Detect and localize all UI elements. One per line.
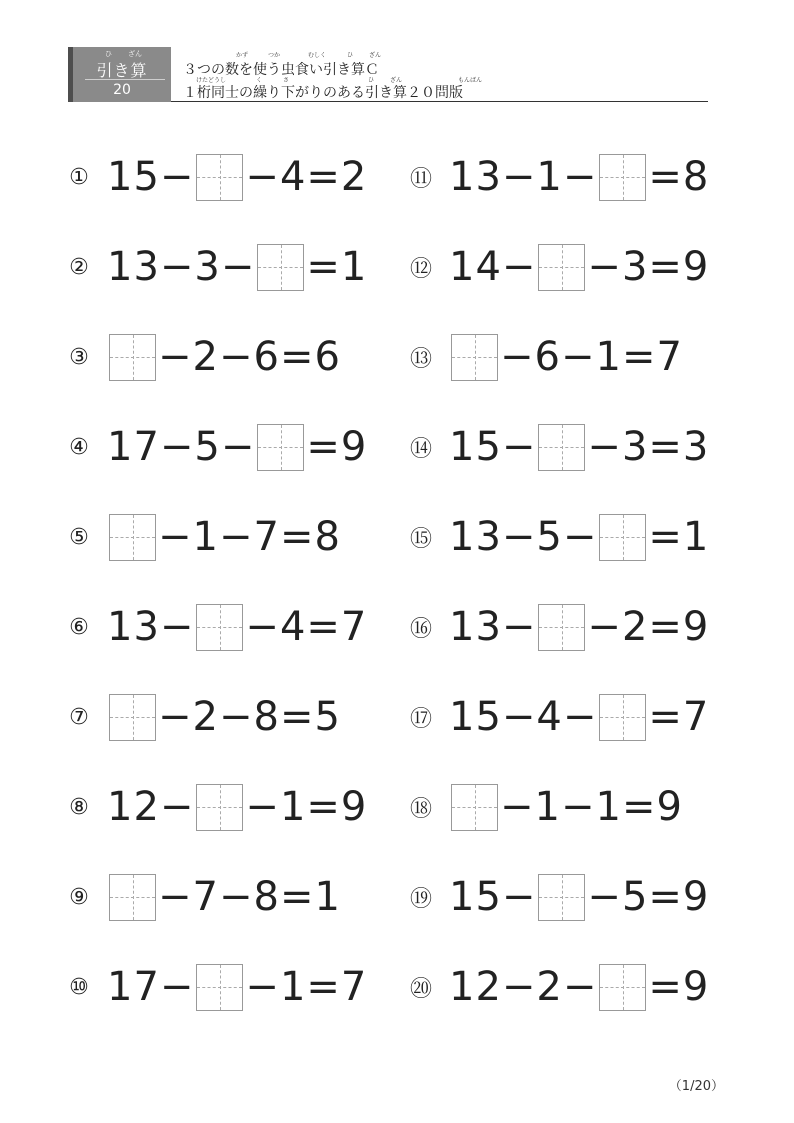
answer-box[interactable]: [257, 244, 304, 291]
equation-operator: −: [158, 694, 193, 740]
problem-number: ⑳: [409, 976, 432, 1002]
equation-number: 8: [253, 694, 280, 740]
problem-15: [407, 512, 709, 562]
ruby-monban: もんばん: [458, 77, 483, 84]
equation-number: 17: [107, 964, 160, 1010]
problem-number: ⑭: [409, 436, 432, 462]
problem-number: ①: [69, 164, 89, 190]
equation-operator: −: [158, 874, 193, 920]
equation-operator: −: [159, 964, 195, 1010]
problem-number: ⑩: [69, 974, 89, 1000]
equation: [107, 514, 341, 561]
equation-number: 7: [192, 874, 219, 920]
equation-number: 9: [682, 244, 710, 290]
equation-operator: −: [159, 784, 195, 830]
equation: [107, 424, 367, 471]
equation-operator: −: [158, 334, 193, 380]
equation-number: 7: [253, 514, 280, 560]
equation-operator: =: [648, 514, 683, 560]
problem-19: [407, 872, 709, 922]
equation-number: 8: [314, 514, 341, 560]
answer-box[interactable]: [196, 784, 243, 831]
answer-box[interactable]: [196, 604, 243, 651]
equation: [449, 784, 683, 831]
problem-14: [407, 422, 709, 472]
equation-operator: =: [279, 334, 315, 380]
equation: [449, 694, 709, 741]
answer-box[interactable]: [257, 424, 304, 471]
equation-operator: −: [587, 604, 622, 650]
equation: [107, 244, 367, 291]
equation-number: 5: [194, 424, 221, 470]
equation-operator: −: [245, 784, 280, 830]
equation-number: 3: [194, 244, 221, 290]
problem-number: ⑰: [409, 706, 432, 732]
equation-number: 2: [536, 964, 563, 1010]
equation-operator: −: [220, 424, 256, 470]
worksheet-title: ３つの数を使う虫食い引き算Ｃ: [183, 62, 379, 78]
equation-number: 1: [279, 784, 307, 830]
equation-operator: −: [220, 244, 256, 290]
equation-number: 4: [279, 154, 307, 200]
equation-number: 4: [279, 604, 307, 650]
equation-operator: =: [306, 604, 341, 650]
equation: [107, 604, 367, 651]
worksheet-header: [68, 47, 708, 102]
problem-number: ⑪: [409, 166, 432, 192]
equation-operator: −: [562, 964, 598, 1010]
equation-operator: =: [279, 694, 315, 740]
equation-operator: −: [587, 874, 622, 920]
equation: [449, 964, 709, 1011]
equation-operator: −: [159, 604, 195, 650]
equation-number: 1: [595, 784, 622, 830]
problem-number: ⑬: [409, 346, 432, 372]
equation-operator: −: [159, 244, 195, 290]
problem-number: ⑫: [409, 256, 432, 282]
answer-box[interactable]: [451, 784, 498, 831]
answer-box[interactable]: [538, 604, 585, 651]
equation-operator: −: [587, 424, 622, 470]
equation-number: 6: [253, 334, 280, 380]
section-tag: [68, 47, 171, 102]
answer-box[interactable]: [538, 424, 585, 471]
equation-operator: −: [245, 604, 280, 650]
equation-number: 2: [621, 604, 649, 650]
problem-13: [407, 332, 683, 382]
tag-title: 引き算: [96, 61, 148, 80]
equation-operator: =: [648, 964, 683, 1010]
equation-number: 9: [682, 604, 710, 650]
problem-number: ②: [69, 254, 89, 280]
equation-number: 2: [192, 334, 219, 380]
equation-number: 7: [340, 964, 368, 1010]
problem-3: [65, 332, 341, 382]
equation-number: 9: [340, 424, 368, 470]
tag-ruby-2: ざん: [128, 50, 142, 58]
equation-operator: −: [501, 604, 537, 650]
equation-operator: =: [306, 964, 341, 1010]
equation-number: 3: [682, 424, 710, 470]
problem-2: [65, 242, 367, 292]
answer-box[interactable]: [451, 334, 498, 381]
ruby-kazu: かず: [236, 52, 249, 59]
answer-box[interactable]: [599, 154, 646, 201]
worksheet-subtitle: １桁同士の繰り下がりのある引き算２０問版: [183, 85, 463, 101]
equation-operator: =: [621, 784, 657, 830]
equation-operator: =: [279, 874, 315, 920]
problem-number: ⑲: [409, 886, 432, 912]
equation-operator: −: [501, 964, 537, 1010]
problem-number: ⑮: [409, 526, 432, 552]
problem-7: [65, 692, 341, 742]
equation-number: 13: [449, 154, 502, 200]
equation-number: 14: [449, 244, 502, 290]
equation: [107, 964, 367, 1011]
problem-17: [407, 692, 709, 742]
equation: [107, 154, 367, 201]
equation-number: 9: [682, 874, 710, 920]
answer-box[interactable]: [109, 694, 156, 741]
equation-number: 9: [656, 784, 683, 830]
problem-number: ⑥: [69, 614, 89, 640]
equation-number: 7: [656, 334, 683, 380]
answer-box[interactable]: [196, 964, 243, 1011]
equation-number: 7: [340, 604, 368, 650]
equation-number: 5: [536, 514, 563, 560]
equation-number: 6: [314, 334, 341, 380]
tag-ruby-1: ひ: [105, 50, 112, 58]
problem-11: [407, 152, 709, 202]
equation: [107, 334, 341, 381]
problem-6: [65, 602, 367, 652]
equation-operator: −: [158, 514, 193, 560]
equation-operator: −: [501, 874, 537, 920]
equation-number: 1: [536, 154, 563, 200]
equation-operator: −: [218, 514, 254, 560]
equation-operator: −: [218, 334, 254, 380]
equation-number: 1: [534, 784, 561, 830]
equation-number: 6: [534, 334, 561, 380]
page-indicator: （1/20）: [668, 1079, 724, 1094]
problem-12: [407, 242, 709, 292]
ruby-ketadoushi: けたどうし: [196, 77, 227, 84]
equation-operator: −: [501, 244, 537, 290]
equation-number: 8: [253, 874, 280, 920]
problem-18: [407, 782, 683, 832]
equation-operator: =: [621, 334, 657, 380]
problem-number: ④: [69, 434, 89, 460]
answer-box[interactable]: [538, 874, 585, 921]
equation-number: 1: [314, 874, 341, 920]
equation-number: 5: [621, 874, 649, 920]
equation-operator: −: [560, 784, 596, 830]
equation-operator: =: [648, 694, 683, 740]
equation: [449, 334, 683, 381]
problem-number: ⑱: [409, 796, 432, 822]
problem-10: [65, 962, 367, 1012]
equation-operator: −: [245, 964, 280, 1010]
equation-number: 13: [449, 604, 502, 650]
equation-operator: =: [648, 244, 683, 290]
equation-operator: −: [562, 514, 598, 560]
equation-operator: −: [562, 694, 598, 740]
equation-operator: −: [501, 424, 537, 470]
equation-operator: −: [560, 334, 596, 380]
equation: [449, 514, 709, 561]
equation-number: 3: [621, 244, 649, 290]
equation-operator: −: [218, 694, 254, 740]
equation-operator: −: [159, 154, 195, 200]
equation-operator: =: [648, 424, 683, 470]
problem-20: [407, 962, 709, 1012]
equation-number: 7: [682, 694, 710, 740]
ruby-mushiku: むしく: [308, 52, 327, 59]
ruby-ku: く: [256, 77, 263, 84]
answer-box[interactable]: [109, 334, 156, 381]
answer-box[interactable]: [109, 514, 156, 561]
answer-box[interactable]: [599, 694, 646, 741]
problem-4: [65, 422, 367, 472]
equation-number: 1: [279, 964, 307, 1010]
problem-8: [65, 782, 367, 832]
answer-box[interactable]: [109, 874, 156, 921]
equation-operator: −: [159, 424, 195, 470]
problem-9: [65, 872, 341, 922]
equation-number: 5: [314, 694, 341, 740]
equation: [449, 244, 709, 291]
equation: [449, 154, 709, 201]
header-rule: [171, 101, 708, 102]
tag-number: 20: [113, 82, 131, 98]
problem-5: [65, 512, 341, 562]
equation-operator: −: [562, 154, 598, 200]
equation: [449, 424, 709, 471]
equation: [449, 874, 709, 921]
equation-operator: −: [501, 154, 537, 200]
problem-16: [407, 602, 709, 652]
equation-number: 12: [449, 964, 502, 1010]
equation: [107, 694, 341, 741]
ruby-sa: さ: [283, 77, 290, 84]
equation-number: 17: [107, 424, 160, 470]
equation-operator: =: [306, 244, 341, 290]
equation-number: 13: [107, 244, 160, 290]
equation-operator: −: [501, 694, 537, 740]
answer-box[interactable]: [599, 964, 646, 1011]
equation-number: 1: [595, 334, 622, 380]
equation-operator: =: [306, 424, 341, 470]
ruby-zan-2: ざん: [390, 77, 403, 84]
equation-operator: =: [306, 784, 341, 830]
equation-number: 8: [682, 154, 710, 200]
equation-number: 4: [536, 694, 563, 740]
equation-operator: −: [218, 874, 254, 920]
problem-number: ⑤: [69, 524, 89, 550]
equation-number: 13: [449, 514, 502, 560]
equation-number: 2: [192, 694, 219, 740]
equation-operator: =: [306, 154, 341, 200]
equation-number: 15: [449, 694, 502, 740]
problem-number: ③: [69, 344, 89, 370]
ruby-hi-2: ひ: [368, 77, 375, 84]
answer-box[interactable]: [196, 154, 243, 201]
equation-operator: =: [648, 154, 683, 200]
equation-operator: −: [245, 154, 280, 200]
equation-number: 15: [107, 154, 160, 200]
equation-number: 1: [682, 514, 710, 560]
equation: [107, 874, 341, 921]
equation-number: 2: [340, 154, 368, 200]
equation-number: 9: [340, 784, 368, 830]
equation-number: 9: [682, 964, 710, 1010]
equation-operator: =: [279, 514, 315, 560]
problem-1: [65, 152, 367, 202]
equation-number: 15: [449, 874, 502, 920]
equation: [107, 784, 367, 831]
equation: [449, 604, 709, 651]
equation-number: 1: [192, 514, 219, 560]
equation-number: 13: [107, 604, 160, 650]
problem-number: ⑧: [69, 794, 89, 820]
problem-number: ⑦: [69, 704, 89, 730]
equation-number: 15: [449, 424, 502, 470]
equation-number: 12: [107, 784, 160, 830]
equation-operator: =: [648, 604, 683, 650]
answer-box[interactable]: [538, 244, 585, 291]
ruby-hi-1: ひ: [347, 52, 354, 59]
equation-operator: =: [648, 874, 683, 920]
problem-number: ⑨: [69, 884, 89, 910]
ruby-tsuka: つか: [268, 52, 281, 59]
equation-number: 3: [621, 424, 649, 470]
answer-box[interactable]: [599, 514, 646, 561]
equation-operator: −: [501, 514, 537, 560]
tag-divider: [85, 79, 165, 80]
ruby-zan-1: ざん: [369, 52, 382, 59]
equation-number: 1: [340, 244, 368, 290]
equation-operator: −: [500, 334, 535, 380]
equation-operator: −: [587, 244, 622, 290]
problem-number: ⑯: [409, 616, 432, 642]
equation-operator: −: [500, 784, 535, 830]
